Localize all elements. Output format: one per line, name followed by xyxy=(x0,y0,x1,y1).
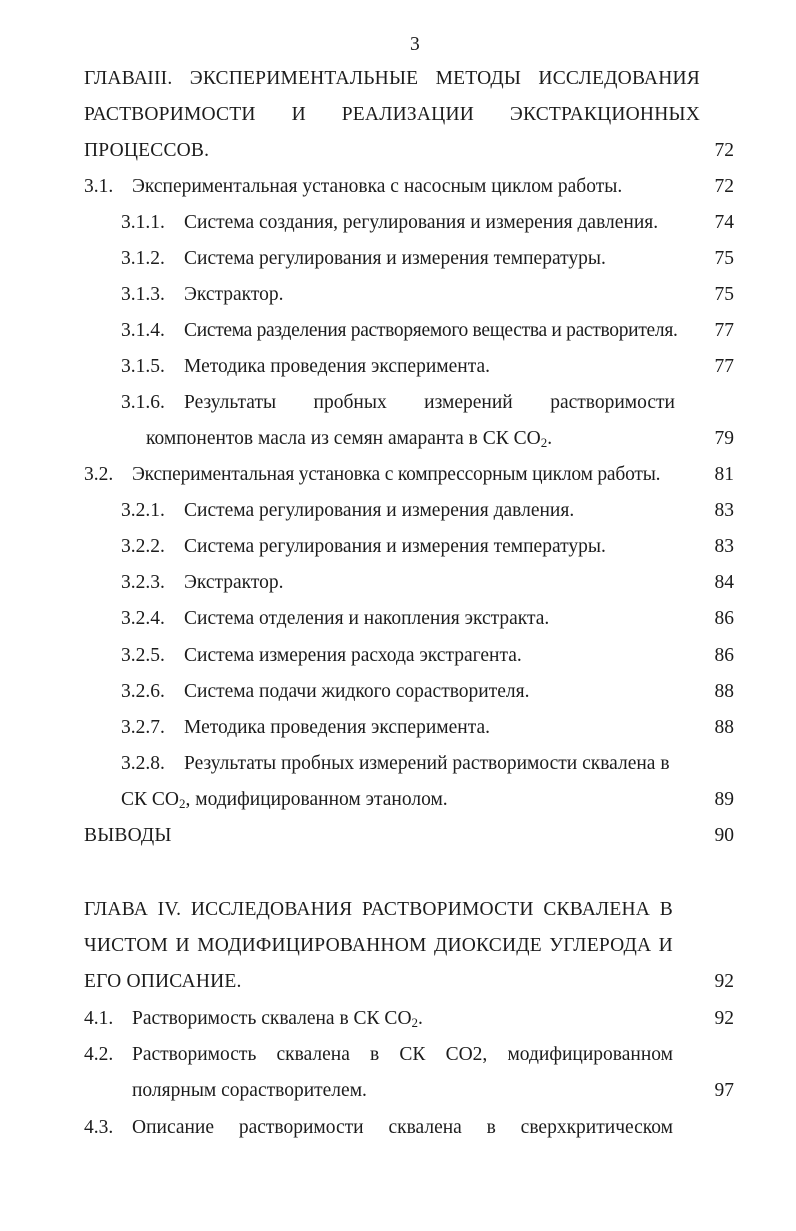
word: ЭКСТРАКЦИОННЫХ xyxy=(509,104,700,125)
section-number: 3.2.8. xyxy=(121,753,165,774)
word: пробных xyxy=(313,392,387,413)
section-number: 3.2.4. xyxy=(121,608,165,629)
word: растворимости xyxy=(238,1117,364,1138)
toc-entry-3-1-6-line2 xyxy=(146,426,552,452)
word: Результаты xyxy=(184,392,277,413)
word: ГЛАВА xyxy=(84,68,148,89)
section-number: 3.1. xyxy=(84,176,114,197)
toc-entry-3-2[interactable] xyxy=(84,462,660,488)
toc-entry-3-1-2[interactable] xyxy=(121,246,606,272)
word: сквалена xyxy=(276,1044,350,1065)
toc-entry-4-2-line2: полярным сорастворителем. xyxy=(132,1080,367,1101)
toc-page-3-2-6: 88 xyxy=(714,681,734,702)
toc-page-3-1-4: 77 xyxy=(714,320,734,341)
section-number: 3.2.5. xyxy=(121,645,165,666)
word: модифицированном xyxy=(507,1044,673,1065)
toc-page-3-2-8: 89 xyxy=(714,789,734,810)
word: И xyxy=(291,104,306,125)
toc-page-3-2-1: 83 xyxy=(714,500,734,521)
toc-page-3-2-4: 86 xyxy=(714,608,734,629)
section-title: Растворимость сквалена в СК CO xyxy=(132,1008,412,1029)
section-number: 3.2.7. xyxy=(121,717,165,738)
toc-entry-3-2-1[interactable] xyxy=(121,498,574,524)
toc-entry-3-2-8-line2 xyxy=(121,787,448,813)
toc-page-3-1-5: 77 xyxy=(714,356,734,377)
toc-page-4-2: 97 xyxy=(714,1080,734,1101)
section-number: 4.1. xyxy=(84,1008,114,1029)
toc-page-conclusions: 90 xyxy=(714,825,734,846)
word: IV. xyxy=(157,899,182,920)
word: МЕТОДЫ xyxy=(435,68,522,89)
word: РАСТВОРИМОСТИ xyxy=(362,899,534,920)
toc-entry-3-2-8[interactable] xyxy=(121,751,670,777)
punctuation: . xyxy=(547,428,553,449)
toc-entry-3-1-6[interactable] xyxy=(121,390,675,416)
chapter4-page: 92 xyxy=(714,971,734,992)
section-title: Система измерения расхода экстрагента. xyxy=(184,645,522,666)
section-number: 3.1.5. xyxy=(121,356,165,377)
section-title-line2: СК CO xyxy=(121,789,179,810)
section-title-line1 xyxy=(184,390,675,416)
section-number: 3.1.3. xyxy=(121,284,165,305)
section-number: 3.1.6. xyxy=(121,392,165,413)
section-title-line1: Результаты пробных измерений растворимости сквалена в xyxy=(184,753,670,774)
toc-entry-3-1-3[interactable] xyxy=(121,282,284,308)
chapter4-title-line2 xyxy=(84,933,673,959)
word: измерений xyxy=(424,392,513,413)
toc-entry-3-2-2[interactable] xyxy=(121,534,606,560)
chapter4-title-line1 xyxy=(84,897,673,923)
section-title: Система регулирования и измерения температуры. xyxy=(184,536,606,557)
section-number: 3.1.2. xyxy=(121,248,165,269)
section-number: 3.1.4. xyxy=(121,320,165,341)
section-title: Система регулирования и измерения температуры. xyxy=(184,248,606,269)
page-number: 3 xyxy=(410,34,420,55)
toc-page-3-1-3: 75 xyxy=(714,284,734,305)
word: ИССЛЕДОВАНИЯ xyxy=(190,899,353,920)
word: СКВАЛЕНА xyxy=(543,899,651,920)
section-number: 3.2.6. xyxy=(121,681,165,702)
toc-page-3-1: 72 xyxy=(714,176,734,197)
section-number: 3.2. xyxy=(84,464,114,485)
chapter3-title-line3: ПРОЦЕССОВ. xyxy=(84,140,210,161)
word: ЧИСТОМ xyxy=(84,935,169,956)
subscript: 2 xyxy=(178,796,186,811)
section-title: Экстрактор. xyxy=(184,572,284,593)
toc-entry-3-2-3[interactable] xyxy=(121,570,284,596)
toc-entry-3-2-7[interactable] xyxy=(121,715,490,741)
section-title: Система отделения и накопления экстракта. xyxy=(184,608,550,629)
word: в xyxy=(486,1117,496,1138)
section-title: Система регулирования и измерения давления. xyxy=(184,500,575,521)
subscript: 2 xyxy=(411,1015,419,1030)
chapter4-title-line3: ЕГО ОПИСАНИЕ. xyxy=(84,971,242,992)
word: И xyxy=(175,935,190,956)
word: растворимости xyxy=(550,392,675,413)
section-number: 4.3. xyxy=(84,1117,114,1138)
section-title-line2: компонентов масла из семян амаранта в СК CO xyxy=(146,428,541,449)
section-title: Система создания, регулирования и измерения давления. xyxy=(184,212,659,233)
toc-entry-3-2-5[interactable] xyxy=(121,643,522,669)
toc-entry-4-3[interactable] xyxy=(84,1115,673,1141)
toc-page-4-1: 92 xyxy=(714,1008,734,1029)
word: СК xyxy=(399,1044,426,1065)
toc-page-3-2-2: 83 xyxy=(714,536,734,557)
section-title: Экспериментальная установка с компрессорным циклом работы. xyxy=(132,464,661,485)
section-number: 3.2.3. xyxy=(121,572,165,593)
chapter3-title-line2 xyxy=(84,102,700,128)
word: МОДИФИЦИРОВАННОМ xyxy=(197,935,427,956)
section-title: Экстрактор. xyxy=(184,284,284,305)
word: CO2, xyxy=(445,1044,488,1065)
word: В xyxy=(659,899,673,920)
word: III. xyxy=(147,68,173,89)
toc-entry-3-1-4[interactable] xyxy=(121,318,678,344)
word: РАСТВОРИМОСТИ xyxy=(84,104,256,125)
section-title-tail: , модифицированном этанолом. xyxy=(185,789,448,810)
toc-entry-4-2[interactable] xyxy=(84,1042,673,1068)
toc-entry-3-1[interactable] xyxy=(84,174,622,200)
toc-entry-3-1-1[interactable] xyxy=(121,210,658,236)
word: И xyxy=(658,935,673,956)
section-number: 3.2.1. xyxy=(121,500,165,521)
toc-entry-4-1[interactable] xyxy=(84,1006,423,1032)
word: ГЛАВА xyxy=(84,899,148,920)
word: в xyxy=(370,1044,380,1065)
section-number: 3.1.1. xyxy=(121,212,165,233)
toc-page-3-2-3: 84 xyxy=(714,572,734,593)
word: сверхкритическом xyxy=(520,1117,673,1138)
word: сквалена xyxy=(388,1117,462,1138)
word: ДИОКСИДЕ xyxy=(433,935,542,956)
toc-page-3-2: 81 xyxy=(714,464,734,485)
section-title: Методика проведения эксперимента. xyxy=(184,356,490,377)
toc-page-3-2-5: 86 xyxy=(714,645,734,666)
section-number: 4.2. xyxy=(84,1044,114,1065)
section-title: Система подачи жидкого сорастворителя. xyxy=(184,681,530,702)
toc-entry-3-1-5[interactable] xyxy=(121,354,490,380)
toc-page-3-2-7: 88 xyxy=(714,717,734,738)
chapter3-title-line1 xyxy=(84,66,700,92)
word: УГЛЕРОДА xyxy=(549,935,652,956)
chapter3-page: 72 xyxy=(714,140,734,161)
word: Описание xyxy=(132,1117,215,1138)
section-number: 3.2.2. xyxy=(121,536,165,557)
toc-entry-3-2-6[interactable] xyxy=(121,679,530,705)
word: ИССЛЕДОВАНИЯ xyxy=(538,68,700,89)
section-title: Система разделения растворяемого вещества и растворителя. xyxy=(184,320,678,341)
toc-page-3-1-1: 74 xyxy=(714,212,734,233)
subscript: 2 xyxy=(540,435,548,450)
section-title-line1 xyxy=(132,1115,673,1141)
toc-page-3-1-2: 75 xyxy=(714,248,734,269)
section-title: Экспериментальная установка с насосным циклом работы. xyxy=(132,176,623,197)
toc-page-3-1-6: 79 xyxy=(714,428,734,449)
section-title: Методика проведения эксперимента. xyxy=(184,717,490,738)
toc-entry-conclusions[interactable]: ВЫВОДЫ xyxy=(84,825,172,846)
section-title-line1 xyxy=(132,1042,673,1068)
punctuation: . xyxy=(418,1008,423,1029)
toc-entry-3-2-4[interactable] xyxy=(121,606,549,632)
word: Растворимость xyxy=(132,1044,257,1065)
word: ЭКСПЕРИМЕНТАЛЬНЫЕ xyxy=(189,68,419,89)
word: РЕАЛИЗАЦИИ xyxy=(341,104,475,125)
